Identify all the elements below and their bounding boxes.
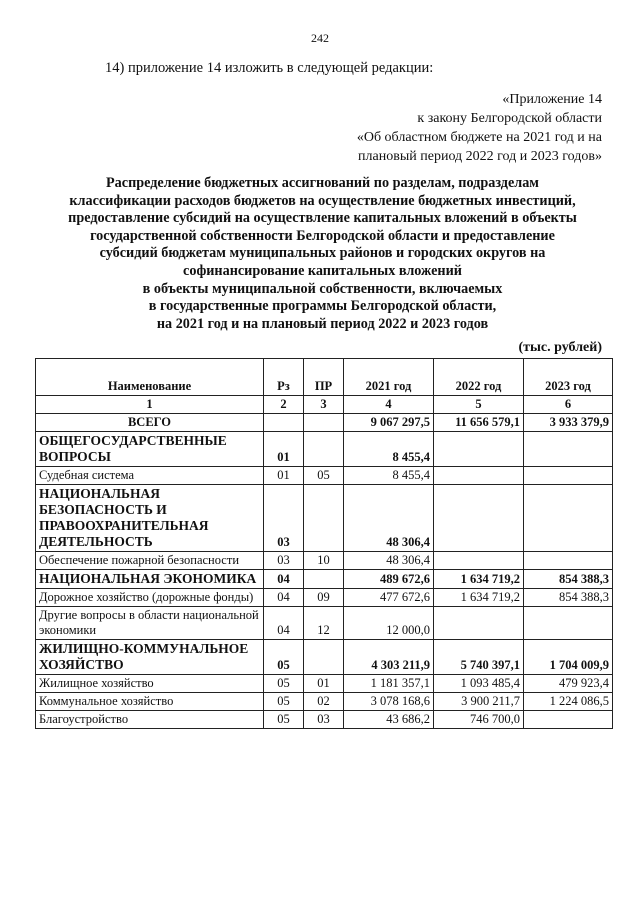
cell-pr: 09	[304, 589, 344, 607]
table-body	[36, 432, 613, 729]
table-header	[36, 359, 613, 432]
cell-pr: 03	[304, 711, 344, 729]
header-2023: 2023 год	[524, 359, 613, 396]
cell-2022: 3 900 211,7	[434, 693, 524, 711]
header-row	[36, 359, 613, 396]
total-2023: 3 933 379,9	[524, 414, 613, 432]
subsection-row	[36, 675, 613, 693]
cell-2023	[524, 552, 613, 570]
column-number: 6	[524, 396, 613, 414]
cell-pr	[304, 485, 344, 552]
total-row	[36, 414, 613, 432]
appendix-line: «Об областном бюджете на 2021 год и на	[356, 130, 602, 145]
title-line: Распределение бюджетных ассигнований по разделам, подразделам	[106, 175, 539, 191]
cell-pr	[304, 570, 344, 589]
cell-2023	[524, 467, 613, 485]
cell-2022: 1 634 719,2	[434, 589, 524, 607]
cell-name: Судебная система	[36, 467, 264, 485]
cell-pr	[304, 640, 344, 675]
cell-name: ЖИЛИЩНО-КОММУНАЛЬНОЕ ХОЗЯЙСТВО	[36, 640, 264, 675]
section-row	[36, 640, 613, 675]
cell-rz: 01	[264, 432, 304, 467]
column-number: 4	[344, 396, 434, 414]
cell-2021: 4 303 211,9	[344, 640, 434, 675]
cell-2021: 3 078 168,6	[344, 693, 434, 711]
cell-rz: 04	[264, 570, 304, 589]
appendix-reference	[302, 90, 602, 166]
appendix-line: «Приложение 14	[502, 92, 602, 107]
cell-rz: 05	[264, 693, 304, 711]
cell-pr: 02	[304, 693, 344, 711]
total-rz	[264, 414, 304, 432]
intro-text: 14) приложение 14 изложить в следующей редакции:	[105, 60, 434, 76]
cell-2021: 8 455,4	[344, 467, 434, 485]
cell-2023	[524, 485, 613, 552]
appendix-line: плановый период 2022 год и 2023 годов»	[358, 149, 602, 164]
budget-table	[35, 358, 613, 729]
cell-name: Дорожное хозяйство (дорожные фонды)	[36, 589, 264, 607]
cell-rz: 03	[264, 485, 304, 552]
title-line: классификации расходов бюджетов на осуществление бюджетных инвестиций,	[69, 192, 576, 209]
title-line: субсидий бюджетам муниципальных районов и городских округов на	[99, 245, 546, 262]
cell-2021: 12 000,0	[344, 607, 434, 640]
cell-name: Обеспечение пожарной безопасности	[36, 552, 264, 570]
cell-2023	[524, 432, 613, 467]
cell-2021: 1 181 357,1	[344, 675, 434, 693]
cell-rz: 05	[264, 711, 304, 729]
section-row	[36, 485, 613, 552]
title-line: софинансирование капитальных вложений	[183, 262, 462, 279]
subsection-row	[36, 693, 613, 711]
section-row	[36, 432, 613, 467]
cell-pr: 01	[304, 675, 344, 693]
cell-name: Другие вопросы в области национальной экономики	[36, 607, 264, 640]
cell-2022: 746 700,0	[434, 711, 524, 729]
column-number-row	[36, 396, 613, 414]
cell-2022	[434, 485, 524, 552]
cell-name: Жилищное хозяйство	[36, 675, 264, 693]
cell-rz: 05	[264, 640, 304, 675]
cell-2023: 1 224 086,5	[524, 693, 613, 711]
cell-2023: 1 704 009,9	[524, 640, 613, 675]
cell-2022	[434, 432, 524, 467]
cell-name: НАЦИОНАЛЬНАЯ БЕЗОПАСНОСТЬ И ПРАВООХРАНИТЕЛЬНАЯ ДЕЯТЕЛЬНОСТЬ	[36, 485, 264, 552]
appendix-line: к закону Белгородской области	[417, 111, 602, 126]
header-rz: Рз	[264, 359, 304, 396]
units-label: (тыс. рублей)	[518, 340, 602, 355]
total-2022: 11 656 579,1	[434, 414, 524, 432]
cell-2021: 48 306,4	[344, 552, 434, 570]
cell-2023	[524, 607, 613, 640]
subsection-row	[36, 607, 613, 640]
cell-2021: 43 686,2	[344, 711, 434, 729]
cell-2022	[434, 607, 524, 640]
cell-2023: 479 923,4	[524, 675, 613, 693]
cell-2021: 477 672,6	[344, 589, 434, 607]
title-line: предоставление субсидий на осуществление капитальных вложений в объекты	[68, 210, 577, 227]
header-pr: ПР	[304, 359, 344, 396]
subsection-row	[36, 467, 613, 485]
cell-name: Благоустройство	[36, 711, 264, 729]
cell-2021: 48 306,4	[344, 485, 434, 552]
cell-2023: 854 388,3	[524, 589, 613, 607]
cell-rz: 05	[264, 675, 304, 693]
cell-2022: 1 093 485,4	[434, 675, 524, 693]
cell-name: Коммунальное хозяйство	[36, 693, 264, 711]
column-number: 3	[304, 396, 344, 414]
document-title	[40, 175, 605, 333]
cell-pr: 12	[304, 607, 344, 640]
cell-pr	[304, 432, 344, 467]
total-label: ВСЕГО	[36, 414, 264, 432]
cell-name: НАЦИОНАЛЬНАЯ ЭКОНОМИКА	[36, 570, 264, 589]
cell-2023: 854 388,3	[524, 570, 613, 589]
page-number: 242	[311, 31, 329, 45]
cell-2022: 1 634 719,2	[434, 570, 524, 589]
cell-name: ОБЩЕГОСУДАРСТВЕННЫЕ ВОПРОСЫ	[36, 432, 264, 467]
column-number: 1	[36, 396, 264, 414]
subsection-row	[36, 589, 613, 607]
cell-rz: 04	[264, 607, 304, 640]
cell-2022: 5 740 397,1	[434, 640, 524, 675]
cell-rz: 03	[264, 552, 304, 570]
cell-2022	[434, 552, 524, 570]
header-name: Наименование	[36, 359, 264, 396]
title-line: в государственные программы Белгородской области,	[148, 298, 497, 315]
column-number: 5	[434, 396, 524, 414]
subsection-row	[36, 711, 613, 729]
cell-pr: 05	[304, 467, 344, 485]
section-row	[36, 570, 613, 589]
subsection-row	[36, 552, 613, 570]
header-2022: 2022 год	[434, 359, 524, 396]
cell-rz: 04	[264, 589, 304, 607]
cell-2021: 8 455,4	[344, 432, 434, 467]
cell-rz: 01	[264, 467, 304, 485]
cell-2021: 489 672,6	[344, 570, 434, 589]
cell-2022	[434, 467, 524, 485]
total-2021: 9 067 297,5	[344, 414, 434, 432]
title-line: в объекты муниципальной собственности, включаемых	[142, 280, 503, 297]
column-number: 2	[264, 396, 304, 414]
total-pr	[304, 414, 344, 432]
cell-pr: 10	[304, 552, 344, 570]
cell-2023	[524, 711, 613, 729]
title-line: на 2021 год и на плановый период 2022 и 2023 годов	[156, 315, 489, 332]
title-line: государственной собственности Белгородской области и предоставление	[90, 227, 555, 244]
header-2021: 2021 год	[344, 359, 434, 396]
